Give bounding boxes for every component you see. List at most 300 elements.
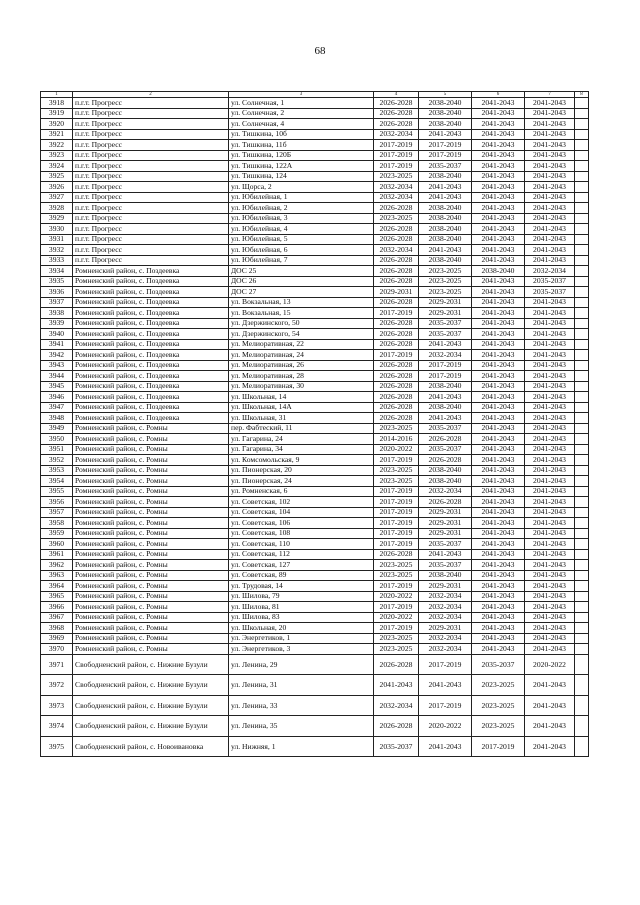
- row-number-cell: 3938: [41, 308, 73, 319]
- row-number-cell: 3970: [41, 644, 73, 655]
- period-col-5-cell: 2038-2040: [419, 381, 472, 392]
- table-row: [41, 150, 589, 161]
- period-col-6-cell: 2041-2043: [472, 287, 525, 298]
- table-row: [41, 716, 589, 737]
- address-cell: ул. Школьная, 20: [229, 623, 374, 634]
- settlement-cell: Ромненский район, с. Ромны: [73, 528, 229, 539]
- period-col-5-cell: 2032-2034: [419, 591, 472, 602]
- period-col-7-cell: 2041-2043: [525, 98, 575, 109]
- period-col-6-cell: 2023-2025: [472, 695, 525, 716]
- period-col-4-cell: 2017-2019: [374, 602, 419, 613]
- settlement-cell: Свободненский район, с. Нижние Бузули: [73, 716, 229, 737]
- table-row: [41, 192, 589, 203]
- period-col-6-cell: 2041-2043: [472, 224, 525, 235]
- note-cell: [575, 360, 589, 371]
- address-cell: ул. Юбилейная, 1: [229, 192, 374, 203]
- period-col-4-cell: 2032-2034: [374, 695, 419, 716]
- period-col-5-cell: 2029-2031: [419, 581, 472, 592]
- note-cell: [575, 591, 589, 602]
- table-row: [41, 287, 589, 298]
- period-col-7-cell: 2041-2043: [525, 234, 575, 245]
- table-row: [41, 308, 589, 319]
- table-row: [41, 455, 589, 466]
- period-col-6-cell: 2041-2043: [472, 434, 525, 445]
- period-col-4-cell: 2032-2034: [374, 129, 419, 140]
- address-cell: ул. Трудовая, 14: [229, 581, 374, 592]
- period-col-5-cell: 2017-2019: [419, 150, 472, 161]
- settlement-cell: Ромненский район, с. Ромны: [73, 476, 229, 487]
- table-row: [41, 612, 589, 623]
- row-number-cell: 3964: [41, 581, 73, 592]
- address-cell: ул. Тишкина, 120Б: [229, 150, 374, 161]
- period-col-6-cell: 2041-2043: [472, 140, 525, 151]
- period-col-7-cell: 2035-2037: [525, 287, 575, 298]
- period-col-5-cell: 2032-2034: [419, 486, 472, 497]
- header-cell: 6: [472, 92, 525, 98]
- period-col-7-cell: 2020-2022: [525, 654, 575, 675]
- address-cell: ул. Юбилейная, 2: [229, 203, 374, 214]
- period-col-5-cell: 2041-2043: [419, 736, 472, 757]
- period-col-4-cell: 2023-2025: [374, 476, 419, 487]
- table-row: [41, 736, 589, 757]
- period-col-7-cell: 2041-2043: [525, 140, 575, 151]
- settlement-cell: Ромненский район, с. Ромны: [73, 633, 229, 644]
- period-col-6-cell: 2041-2043: [472, 255, 525, 266]
- period-col-5-cell: 2038-2040: [419, 98, 472, 109]
- address-cell: ул. Советская, 89: [229, 570, 374, 581]
- settlement-cell: п.г.т. Прогресс: [73, 234, 229, 245]
- period-col-4-cell: 2041-2043: [374, 675, 419, 696]
- table-row: [41, 182, 589, 193]
- period-col-5-cell: 2032-2034: [419, 350, 472, 361]
- table-row: [41, 413, 589, 424]
- table-row: [41, 497, 589, 508]
- address-cell: ул. Юбилейная, 5: [229, 234, 374, 245]
- settlement-cell: Ромненский район, с. Ромны: [73, 539, 229, 550]
- period-col-6-cell: 2041-2043: [472, 150, 525, 161]
- period-col-7-cell: 2035-2037: [525, 276, 575, 287]
- note-cell: [575, 413, 589, 424]
- period-col-6-cell: 2041-2043: [472, 402, 525, 413]
- settlement-cell: Ромненский район, с. Ромны: [73, 507, 229, 518]
- period-col-7-cell: 2041-2043: [525, 150, 575, 161]
- period-col-7-cell: 2041-2043: [525, 507, 575, 518]
- period-col-7-cell: 2041-2043: [525, 560, 575, 571]
- table-row: [41, 339, 589, 350]
- address-cell: ул. Гагарина, 24: [229, 434, 374, 445]
- settlement-cell: Ромненский район, с. Ромны: [73, 423, 229, 434]
- address-cell: ул. Дзержинского, 50: [229, 318, 374, 329]
- note-cell: [575, 518, 589, 529]
- period-col-4-cell: 2017-2019: [374, 161, 419, 172]
- address-cell: ул. Щорса, 2: [229, 182, 374, 193]
- period-col-5-cell: 2038-2040: [419, 402, 472, 413]
- period-col-4-cell: 2026-2028: [374, 276, 419, 287]
- table-row: [41, 465, 589, 476]
- period-col-4-cell: 2017-2019: [374, 455, 419, 466]
- period-col-6-cell: 2041-2043: [472, 423, 525, 434]
- period-col-6-cell: 2041-2043: [472, 413, 525, 424]
- address-cell: ул. Советская, 108: [229, 528, 374, 539]
- note-cell: [575, 581, 589, 592]
- period-col-7-cell: 2041-2043: [525, 591, 575, 602]
- address-cell: ул. Мелиоративная, 28: [229, 371, 374, 382]
- period-col-6-cell: 2041-2043: [472, 549, 525, 560]
- address-cell: ул. Школьная, 31: [229, 413, 374, 424]
- period-col-7-cell: 2041-2043: [525, 371, 575, 382]
- period-col-6-cell: 2041-2043: [472, 192, 525, 203]
- period-col-5-cell: 2038-2040: [419, 108, 472, 119]
- period-col-7-cell: 2041-2043: [525, 423, 575, 434]
- period-col-5-cell: 2035-2037: [419, 423, 472, 434]
- header-cell: 8: [575, 92, 589, 98]
- period-col-7-cell: 2041-2043: [525, 182, 575, 193]
- period-col-4-cell: 2026-2028: [374, 654, 419, 675]
- note-cell: [575, 539, 589, 550]
- period-col-6-cell: 2041-2043: [472, 581, 525, 592]
- address-cell: ул. Советская, 112: [229, 549, 374, 560]
- address-cell: ул. Гагарина, 34: [229, 444, 374, 455]
- period-col-7-cell: 2041-2043: [525, 192, 575, 203]
- period-col-6-cell: 2041-2043: [472, 371, 525, 382]
- period-col-6-cell: 2041-2043: [472, 213, 525, 224]
- period-col-5-cell: 2023-2025: [419, 287, 472, 298]
- table-row: [41, 695, 589, 716]
- row-number-cell: 3932: [41, 245, 73, 256]
- table-row: [41, 266, 589, 277]
- period-col-6-cell: 2041-2043: [472, 350, 525, 361]
- period-col-4-cell: 2026-2028: [374, 297, 419, 308]
- row-number-cell: 3926: [41, 182, 73, 193]
- address-cell: ул. Шилова, 83: [229, 612, 374, 623]
- period-col-5-cell: 2041-2043: [419, 182, 472, 193]
- row-number-cell: 3943: [41, 360, 73, 371]
- period-col-6-cell: 2041-2043: [472, 570, 525, 581]
- period-col-6-cell: 2041-2043: [472, 245, 525, 256]
- period-col-4-cell: 2026-2028: [374, 549, 419, 560]
- row-number-cell: 3961: [41, 549, 73, 560]
- period-col-6-cell: 2041-2043: [472, 203, 525, 214]
- period-col-4-cell: 2017-2019: [374, 486, 419, 497]
- row-number-cell: 3960: [41, 539, 73, 550]
- row-number-cell: 3922: [41, 140, 73, 151]
- address-cell: ул. Солнечная, 4: [229, 119, 374, 130]
- note-cell: [575, 549, 589, 560]
- address-cell: ул. Солнечная, 2: [229, 108, 374, 119]
- note-cell: [575, 297, 589, 308]
- period-col-6-cell: 2041-2043: [472, 528, 525, 539]
- period-col-5-cell: 2023-2025: [419, 276, 472, 287]
- table-row: [41, 203, 589, 214]
- period-col-5-cell: 2038-2040: [419, 224, 472, 235]
- period-col-5-cell: 2032-2034: [419, 612, 472, 623]
- period-col-4-cell: 2026-2028: [374, 329, 419, 340]
- row-number-cell: 3928: [41, 203, 73, 214]
- address-cell: ул. Школьная, 14А: [229, 402, 374, 413]
- table-row: [41, 444, 589, 455]
- table-row: [41, 318, 589, 329]
- period-col-5-cell: 2029-2031: [419, 297, 472, 308]
- row-number-cell: 3974: [41, 716, 73, 737]
- period-col-7-cell: 2041-2043: [525, 570, 575, 581]
- row-number-cell: 3952: [41, 455, 73, 466]
- settlement-cell: Ромненский район, с. Поздеевка: [73, 318, 229, 329]
- period-col-7-cell: 2041-2043: [525, 528, 575, 539]
- row-number-cell: 3935: [41, 276, 73, 287]
- period-col-4-cell: 2026-2028: [374, 381, 419, 392]
- note-cell: [575, 654, 589, 675]
- table-row: [41, 224, 589, 235]
- note-cell: [575, 736, 589, 757]
- period-col-4-cell: 2017-2019: [374, 140, 419, 151]
- housing-schedule-table: [40, 91, 589, 757]
- period-col-6-cell: 2041-2043: [472, 507, 525, 518]
- row-number-cell: 3953: [41, 465, 73, 476]
- period-col-6-cell: 2041-2043: [472, 612, 525, 623]
- table-row: [41, 507, 589, 518]
- settlement-cell: Ромненский район, с. Поздеевка: [73, 308, 229, 319]
- period-col-4-cell: 2023-2025: [374, 633, 419, 644]
- period-col-7-cell: 2041-2043: [525, 612, 575, 623]
- address-cell: ул. Вокзальная, 13: [229, 297, 374, 308]
- note-cell: [575, 308, 589, 319]
- settlement-cell: Ромненский район, с. Поздеевка: [73, 339, 229, 350]
- note-cell: [575, 486, 589, 497]
- period-col-5-cell: 2035-2037: [419, 444, 472, 455]
- settlement-cell: Ромненский район, с. Ромны: [73, 549, 229, 560]
- period-col-7-cell: 2041-2043: [525, 736, 575, 757]
- period-col-5-cell: 2026-2028: [419, 434, 472, 445]
- address-cell: ул. Мелиоративная, 22: [229, 339, 374, 350]
- period-col-5-cell: 2038-2040: [419, 234, 472, 245]
- row-number-cell: 3931: [41, 234, 73, 245]
- period-col-5-cell: 2017-2019: [419, 360, 472, 371]
- period-col-4-cell: 2023-2025: [374, 465, 419, 476]
- settlement-cell: п.г.т. Прогресс: [73, 161, 229, 172]
- period-col-7-cell: 2041-2043: [525, 486, 575, 497]
- period-col-4-cell: 2017-2019: [374, 539, 419, 550]
- settlement-cell: Ромненский район, с. Ромны: [73, 623, 229, 634]
- period-col-5-cell: 2029-2031: [419, 507, 472, 518]
- period-col-5-cell: 2038-2040: [419, 465, 472, 476]
- row-number-cell: 3937: [41, 297, 73, 308]
- settlement-cell: п.г.т. Прогресс: [73, 245, 229, 256]
- period-col-5-cell: 2041-2043: [419, 129, 472, 140]
- period-col-4-cell: 2017-2019: [374, 350, 419, 361]
- table-row: [41, 98, 589, 109]
- period-col-7-cell: 2041-2043: [525, 119, 575, 130]
- period-col-6-cell: 2041-2043: [472, 465, 525, 476]
- period-col-6-cell: 2041-2043: [472, 486, 525, 497]
- row-number-cell: 3962: [41, 560, 73, 571]
- table-row: [41, 539, 589, 550]
- table-row: [41, 329, 589, 340]
- period-col-5-cell: 2035-2037: [419, 329, 472, 340]
- period-col-4-cell: 2017-2019: [374, 528, 419, 539]
- row-number-cell: 3973: [41, 695, 73, 716]
- period-col-4-cell: 2020-2022: [374, 444, 419, 455]
- table-row: [41, 423, 589, 434]
- address-cell: ул. Мелиоративная, 24: [229, 350, 374, 361]
- period-col-6-cell: 2038-2040: [472, 266, 525, 277]
- table-row: [41, 623, 589, 634]
- period-col-7-cell: 2041-2043: [525, 350, 575, 361]
- period-col-6-cell: 2041-2043: [472, 392, 525, 403]
- period-col-7-cell: 2041-2043: [525, 381, 575, 392]
- row-number-cell: 3947: [41, 402, 73, 413]
- period-col-4-cell: 2026-2028: [374, 318, 419, 329]
- address-cell: ул. Пионерская, 24: [229, 476, 374, 487]
- address-cell: ул. Шилова, 79: [229, 591, 374, 602]
- settlement-cell: п.г.т. Прогресс: [73, 171, 229, 182]
- settlement-cell: Ромненский район, с. Ромны: [73, 518, 229, 529]
- period-col-5-cell: 2032-2034: [419, 602, 472, 613]
- table-row: [41, 602, 589, 613]
- period-col-7-cell: 2041-2043: [525, 444, 575, 455]
- row-number-cell: 3942: [41, 350, 73, 361]
- address-cell: ул. Юбилейная, 3: [229, 213, 374, 224]
- period-col-6-cell: 2041-2043: [472, 108, 525, 119]
- note-cell: [575, 129, 589, 140]
- note-cell: [575, 150, 589, 161]
- settlement-cell: п.г.т. Прогресс: [73, 192, 229, 203]
- address-cell: ул. Ленина, 33: [229, 695, 374, 716]
- period-col-4-cell: 2020-2022: [374, 591, 419, 602]
- settlement-cell: Свободненский район, с. Нижние Бузули: [73, 654, 229, 675]
- address-cell: ул. Вокзальная, 15: [229, 308, 374, 319]
- address-cell: ул. Шилова, 81: [229, 602, 374, 613]
- note-cell: [575, 287, 589, 298]
- note-cell: [575, 318, 589, 329]
- period-col-4-cell: 2017-2019: [374, 150, 419, 161]
- period-col-7-cell: 2041-2043: [525, 392, 575, 403]
- note-cell: [575, 140, 589, 151]
- period-col-7-cell: 2041-2043: [525, 476, 575, 487]
- table-row: [41, 245, 589, 256]
- period-col-7-cell: 2041-2043: [525, 308, 575, 319]
- period-col-4-cell: 2017-2019: [374, 308, 419, 319]
- row-number-cell: 3946: [41, 392, 73, 403]
- settlement-cell: Свободненский район, с. Новоивановка: [73, 736, 229, 757]
- period-col-5-cell: 2029-2031: [419, 308, 472, 319]
- header-cell: 5: [419, 92, 472, 98]
- period-col-6-cell: 2041-2043: [472, 644, 525, 655]
- table-row: [41, 381, 589, 392]
- note-cell: [575, 381, 589, 392]
- period-col-7-cell: 2041-2043: [525, 623, 575, 634]
- settlement-cell: Ромненский район, с. Ромны: [73, 560, 229, 571]
- note-cell: [575, 476, 589, 487]
- period-col-4-cell: 2026-2028: [374, 716, 419, 737]
- period-col-4-cell: 2017-2019: [374, 497, 419, 508]
- period-col-6-cell: 2041-2043: [472, 455, 525, 466]
- table-row: [41, 654, 589, 675]
- settlement-cell: Ромненский район, с. Поздеевка: [73, 329, 229, 340]
- period-col-6-cell: 2041-2043: [472, 318, 525, 329]
- period-col-5-cell: 2035-2037: [419, 539, 472, 550]
- settlement-cell: Ромненский район, с. Ромны: [73, 434, 229, 445]
- note-cell: [575, 182, 589, 193]
- row-number-cell: 3934: [41, 266, 73, 277]
- period-col-5-cell: 2038-2040: [419, 119, 472, 130]
- settlement-cell: п.г.т. Прогресс: [73, 182, 229, 193]
- settlement-cell: Ромненский район, с. Поздеевка: [73, 287, 229, 298]
- period-col-6-cell: 2041-2043: [472, 518, 525, 529]
- table-row: [41, 581, 589, 592]
- period-col-5-cell: 2041-2043: [419, 339, 472, 350]
- note-cell: [575, 612, 589, 623]
- period-col-4-cell: 2026-2028: [374, 224, 419, 235]
- row-number-cell: 3939: [41, 318, 73, 329]
- period-col-6-cell: 2041-2043: [472, 623, 525, 634]
- period-col-5-cell: 2020-2022: [419, 716, 472, 737]
- period-col-7-cell: 2041-2043: [525, 339, 575, 350]
- settlement-cell: Ромненский район, с. Поздеевка: [73, 392, 229, 403]
- table-row: [41, 402, 589, 413]
- period-col-6-cell: 2041-2043: [472, 182, 525, 193]
- address-cell: ул. Советская, 106: [229, 518, 374, 529]
- table-row: [41, 371, 589, 382]
- note-cell: [575, 371, 589, 382]
- row-number-cell: 3957: [41, 507, 73, 518]
- period-col-6-cell: 2041-2043: [472, 129, 525, 140]
- note-cell: [575, 203, 589, 214]
- note-cell: [575, 455, 589, 466]
- period-col-6-cell: 2041-2043: [472, 591, 525, 602]
- period-col-7-cell: 2041-2043: [525, 255, 575, 266]
- row-number-cell: 3944: [41, 371, 73, 382]
- row-number-cell: 3966: [41, 602, 73, 613]
- table-row: [41, 213, 589, 224]
- period-col-5-cell: 2026-2028: [419, 455, 472, 466]
- period-col-4-cell: 2017-2019: [374, 507, 419, 518]
- table-row: [41, 276, 589, 287]
- row-number-cell: 3971: [41, 654, 73, 675]
- period-col-6-cell: 2041-2043: [472, 444, 525, 455]
- note-cell: [575, 245, 589, 256]
- row-number-cell: 3949: [41, 423, 73, 434]
- period-col-4-cell: 2026-2028: [374, 98, 419, 109]
- period-col-7-cell: 2032-2034: [525, 266, 575, 277]
- period-col-4-cell: 2032-2034: [374, 182, 419, 193]
- address-cell: ул. Юбилейная, 6: [229, 245, 374, 256]
- table-row: [41, 528, 589, 539]
- table-row: [41, 644, 589, 655]
- address-cell: ул. Советская, 102: [229, 497, 374, 508]
- address-cell: ул. Юбилейная, 4: [229, 224, 374, 235]
- header-cell: 4: [374, 92, 419, 98]
- note-cell: [575, 675, 589, 696]
- settlement-cell: п.г.т. Прогресс: [73, 255, 229, 266]
- row-number-cell: 3965: [41, 591, 73, 602]
- row-number-cell: 3963: [41, 570, 73, 581]
- period-col-5-cell: 2038-2040: [419, 570, 472, 581]
- period-col-7-cell: 2041-2043: [525, 465, 575, 476]
- note-cell: [575, 255, 589, 266]
- settlement-cell: Ромненский район, с. Поздеевка: [73, 402, 229, 413]
- settlement-cell: Ромненский район, с. Ромны: [73, 497, 229, 508]
- period-col-4-cell: 2026-2028: [374, 402, 419, 413]
- period-col-4-cell: 2026-2028: [374, 392, 419, 403]
- period-col-6-cell: 2041-2043: [472, 171, 525, 182]
- note-cell: [575, 266, 589, 277]
- address-cell: ул. Нижняя, 1: [229, 736, 374, 757]
- period-col-4-cell: 2023-2025: [374, 171, 419, 182]
- table-row: [41, 392, 589, 403]
- address-cell: ул. Ленина, 31: [229, 675, 374, 696]
- period-col-4-cell: 2026-2028: [374, 339, 419, 350]
- period-col-5-cell: 2041-2043: [419, 192, 472, 203]
